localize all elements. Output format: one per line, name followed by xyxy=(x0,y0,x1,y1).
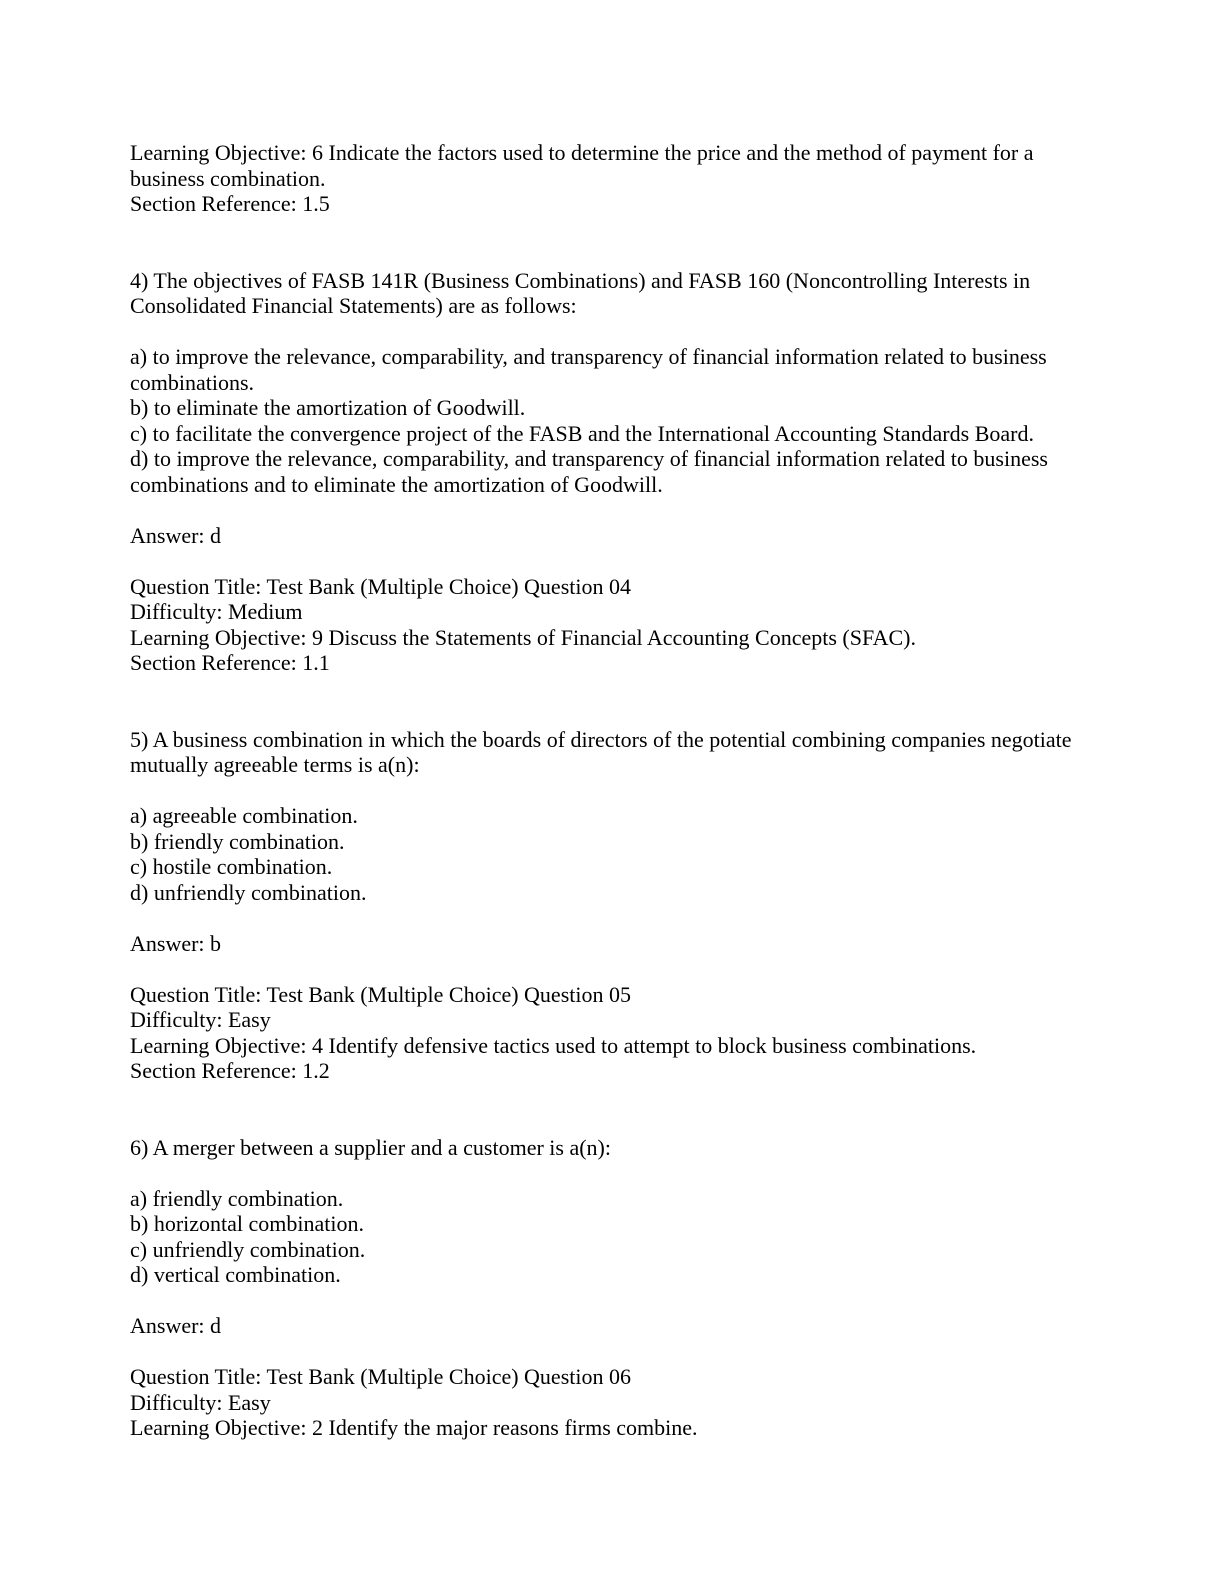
answer-options xyxy=(130,803,1094,905)
previous-question-metadata xyxy=(130,140,1094,217)
learning-objective-text: Learning Objective: 9 Discuss the Statements of Financial Accounting Concepts (SFAC). xyxy=(130,624,916,650)
difficulty-text: Difficulty: Medium xyxy=(130,599,303,624)
answer-options xyxy=(130,344,1094,497)
question-metadata xyxy=(130,982,1094,1084)
option-b: b) to eliminate the amortization of Goodwill. xyxy=(130,395,526,420)
difficulty-text: Difficulty: Easy xyxy=(130,1007,271,1032)
option-a: a) agreeable combination. xyxy=(130,803,358,828)
question-stem: 5) A business combination in which the boards of directors of the potential combining companies negotiate mutually agreeable terms is a(n): xyxy=(130,726,1072,777)
answer-text: Answer: d xyxy=(130,522,222,548)
question-title-text: Question Title: Test Bank (Multiple Choice) Question 04 xyxy=(130,573,631,599)
option-c: c) to facilitate the convergence project of the FASB and the International Accounting Standards Board. xyxy=(130,420,1034,446)
option-c: c) hostile combination. xyxy=(130,854,333,879)
question-6 xyxy=(130,1135,1094,1441)
question-title-text: Question Title: Test Bank (Multiple Choice) Question 06 xyxy=(130,1364,631,1389)
section-reference-text: Section Reference: 1.1 xyxy=(130,650,330,675)
section-reference-text: Section Reference: 1.2 xyxy=(130,1058,330,1083)
question-4 xyxy=(130,268,1094,676)
question-metadata xyxy=(130,574,1094,676)
section-reference-text: Section Reference: 1.5 xyxy=(130,191,330,216)
option-d: d) unfriendly combination. xyxy=(130,879,367,905)
learning-objective-text: Learning Objective: 2 Identify the major reasons firms combine. xyxy=(130,1415,698,1440)
answer-text: Answer: b xyxy=(130,930,222,956)
question-stem: 4) The objectives of FASB 141R (Business Combinations) and FASB 160 (Noncontrolling Interests in Consolidated Financial Statements) are as follows: xyxy=(130,267,1031,318)
learning-objective-text: Learning Objective: 4 Identify defensive tactics used to attempt to block business combinations. xyxy=(130,1032,977,1058)
learning-objective-text: Learning Objective: 6 Indicate the factors used to determine the price and the method of payment for a business combination. xyxy=(130,140,1034,191)
question-5 xyxy=(130,727,1094,1084)
option-b: b) friendly combination. xyxy=(130,828,345,854)
option-a: a) friendly combination. xyxy=(130,1185,344,1211)
answer-options xyxy=(130,1186,1094,1288)
option-c: c) unfriendly combination. xyxy=(130,1236,366,1262)
option-a: a) to improve the relevance, comparability, and transparency of financial information related to business combinations. xyxy=(130,344,1047,395)
question-metadata xyxy=(130,1364,1094,1441)
option-d: d) to improve the relevance, comparability, and transparency of financial information related to business combinations and to eliminate the amortization of Goodwill. xyxy=(130,446,1048,497)
option-d: d) vertical combination. xyxy=(130,1262,341,1287)
difficulty-text: Difficulty: Easy xyxy=(130,1389,271,1415)
answer-text: Answer: d xyxy=(130,1313,222,1338)
question-title-text: Question Title: Test Bank (Multiple Choice) Question 05 xyxy=(130,981,631,1007)
option-b: b) horizontal combination. xyxy=(130,1211,364,1236)
question-stem: 6) A merger between a supplier and a customer is a(n): xyxy=(130,1134,611,1160)
